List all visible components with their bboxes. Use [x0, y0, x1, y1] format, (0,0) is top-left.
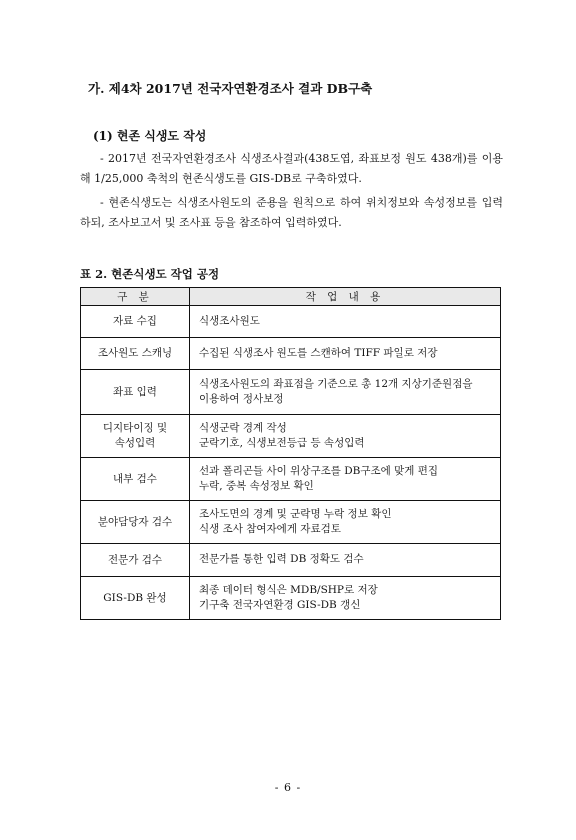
- table-header-row: [81, 288, 501, 306]
- row-content: [190, 544, 501, 577]
- row-content: [190, 501, 501, 544]
- row-content-line: 식생조사원도의 좌표점을 기준으로 총 12개 지상기준원점을: [199, 377, 473, 390]
- row-label-line: 속성입력: [114, 437, 156, 449]
- row-label-line: 조사원도 스캐닝: [97, 347, 173, 359]
- row-label-line: 자료 수집: [113, 315, 157, 327]
- row-label: [81, 306, 190, 338]
- row-label-line: GIS-DB 완성: [103, 591, 167, 604]
- row-content-line: 누락, 중복 속성정보 확인: [199, 480, 314, 492]
- table-row: [81, 458, 501, 501]
- row-label-line: 내부 검수: [113, 472, 157, 485]
- table-caption: 표 2. 현존식생도 작업 공정: [80, 267, 220, 281]
- row-label: [81, 544, 190, 577]
- table-row: [81, 415, 501, 458]
- row-content: [190, 370, 501, 415]
- table-row: [81, 306, 501, 338]
- row-label: [81, 415, 190, 458]
- table-row: [81, 370, 501, 415]
- header-category: 구 분: [81, 288, 190, 306]
- row-label-line: 좌표 입력: [113, 385, 157, 398]
- header-work-content: 작 업 내 용: [190, 288, 501, 306]
- table-row: [81, 501, 501, 544]
- row-content-line: 군락기호, 식생보전등급 등 속성입력: [199, 437, 365, 449]
- row-label-line: 전문가 검수: [107, 553, 163, 566]
- row-content-line: 이용하여 정사보정: [199, 393, 284, 405]
- row-content-line: 식생군락 경계 작성: [199, 421, 287, 434]
- row-content: [190, 577, 501, 620]
- row-content-line: 수집된 식생조사 원도를 스캔하여 TIFF 파일로 저장: [199, 346, 438, 359]
- table-row: [81, 577, 501, 620]
- row-content-line: 기구축 전국자연환경 GIS-DB 갱신: [199, 599, 361, 611]
- row-content-line: 선과 폴리곤들 사이 위상구조를 DB구조에 맞게 편집: [199, 464, 439, 477]
- row-content: [190, 415, 501, 458]
- page-number: - 6 -: [274, 781, 302, 794]
- paragraph-2: - 현존식생도는 식생조사원도의 준용을 원칙으로 하여 위치정보와 속성정보를 입력하되, 조사보고서 및 조사표 등을 참조하여 입력하였다.: [80, 196, 503, 229]
- row-label: [81, 458, 190, 501]
- row-content: [190, 458, 501, 501]
- row-content-line: 식생 조사 참여자에게 자료검토: [199, 523, 341, 535]
- row-label: [81, 370, 190, 415]
- row-label: [81, 577, 190, 620]
- row-content: [190, 306, 501, 338]
- row-label-line: 디지타이징 및: [102, 422, 168, 434]
- paragraph-1: - 2017년 전국자연환경조사 식생조사결과(438도엽, 좌표보정 원도 438개)를 이용해 1/25,000 축척의 현존식생도를 GIS-DB로 구축하였다.: [80, 152, 503, 185]
- row-label: [81, 501, 190, 544]
- section-heading: 가. 제4차 2017년 전국자연환경조사 결과 DB구축: [88, 81, 373, 96]
- row-label-line: 분야담당자 검수: [97, 515, 173, 528]
- row-content-line: 식생조사원도: [199, 314, 260, 327]
- table-row: [81, 544, 501, 577]
- table-row: [81, 338, 501, 370]
- row-content-line: 전문가를 통한 입력 DB 정확도 검수: [199, 553, 364, 566]
- subsection-heading: (1) 현존 식생도 작성: [93, 129, 207, 143]
- row-content: [190, 338, 501, 370]
- work-process-table: [80, 287, 501, 620]
- row-content-line: 조사도면의 경계 및 군락명 누락 정보 확인: [199, 507, 392, 520]
- row-content-line: 최종 데이터 형식은 MDB/SHP로 저장: [199, 583, 378, 596]
- row-label: [81, 338, 190, 370]
